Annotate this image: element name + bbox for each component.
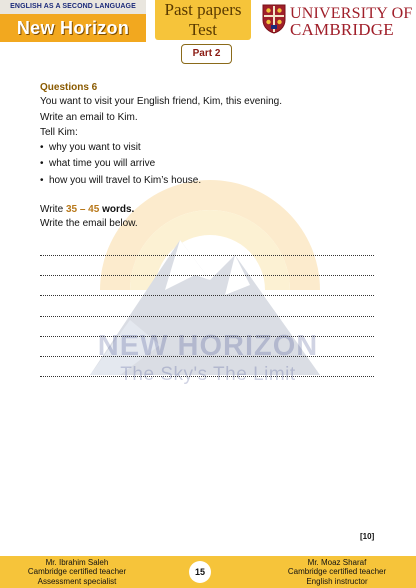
write-below-instruction: Write the email below. <box>40 218 138 229</box>
tell-label: Tell Kim: <box>40 127 78 138</box>
answer-line[interactable] <box>40 275 374 276</box>
logo-tagline: ENGLISH AS A SECOND LANGUAGE <box>0 0 146 14</box>
word-suffix: words. <box>102 204 135 215</box>
bullet-text: why you want to visit <box>49 142 141 153</box>
word-range: 35 – 45 <box>65 204 100 215</box>
footer-right-credits <box>262 558 412 586</box>
bullet-item <box>40 175 201 187</box>
page-footer <box>0 556 416 588</box>
question-intro: You want to visit your English friend, Kim, this evening. <box>40 96 282 107</box>
bullet-item <box>40 158 155 170</box>
footer-right-name: Mr. Moaz Sharaf <box>307 558 367 567</box>
footer-left-role: Cambridge certified teacher <box>27 567 127 577</box>
answer-line[interactable] <box>40 376 374 377</box>
watermark-name: NEW HORIZON <box>97 330 319 362</box>
bullet-text: what time you will arrive <box>49 158 156 169</box>
footer-left-specialty: Assessment specialist <box>37 576 117 586</box>
cambridge-text: CAMBRIDGE <box>290 20 394 39</box>
cambridge-crest-icon <box>262 4 286 34</box>
page-header <box>0 0 416 59</box>
answer-line[interactable] <box>40 255 374 256</box>
answer-line[interactable] <box>40 316 374 317</box>
footer-left-credits <box>2 558 152 586</box>
question-title: Questions 6 <box>40 82 98 93</box>
past-papers-banner <box>155 0 251 40</box>
answer-line[interactable] <box>40 295 374 296</box>
watermark-slogan: The Sky's The Limit <box>120 364 296 385</box>
answer-line[interactable] <box>40 356 374 357</box>
test-title: Test <box>188 20 218 39</box>
bullet-dot: • <box>40 158 44 169</box>
part-badge: Part 2 <box>181 44 232 64</box>
bullet-dot: • <box>40 142 44 153</box>
logo-name: New Horizon <box>0 14 146 42</box>
bullet-text: how you will travel to Kim’s house. <box>49 175 202 186</box>
marks-label: [10] <box>360 532 375 541</box>
word-prefix: Write <box>40 204 64 215</box>
word-count-instruction <box>40 204 134 216</box>
question-instruction: Write an email to Kim. <box>40 112 138 123</box>
bullet-dot: • <box>40 175 44 186</box>
footer-right-role: Cambridge certified teacher <box>287 567 387 577</box>
page-number: 15 <box>189 561 211 583</box>
new-horizon-logo <box>0 0 146 42</box>
university-of-text: UNIVERSITY OF <box>290 5 413 22</box>
answer-line[interactable] <box>40 336 374 337</box>
past-papers-title: Past papers <box>164 0 242 19</box>
footer-right-specialty: English instructor <box>306 576 368 586</box>
footer-left-name: Mr. Ibrahim Saleh <box>45 558 109 567</box>
bullet-item <box>40 142 141 154</box>
